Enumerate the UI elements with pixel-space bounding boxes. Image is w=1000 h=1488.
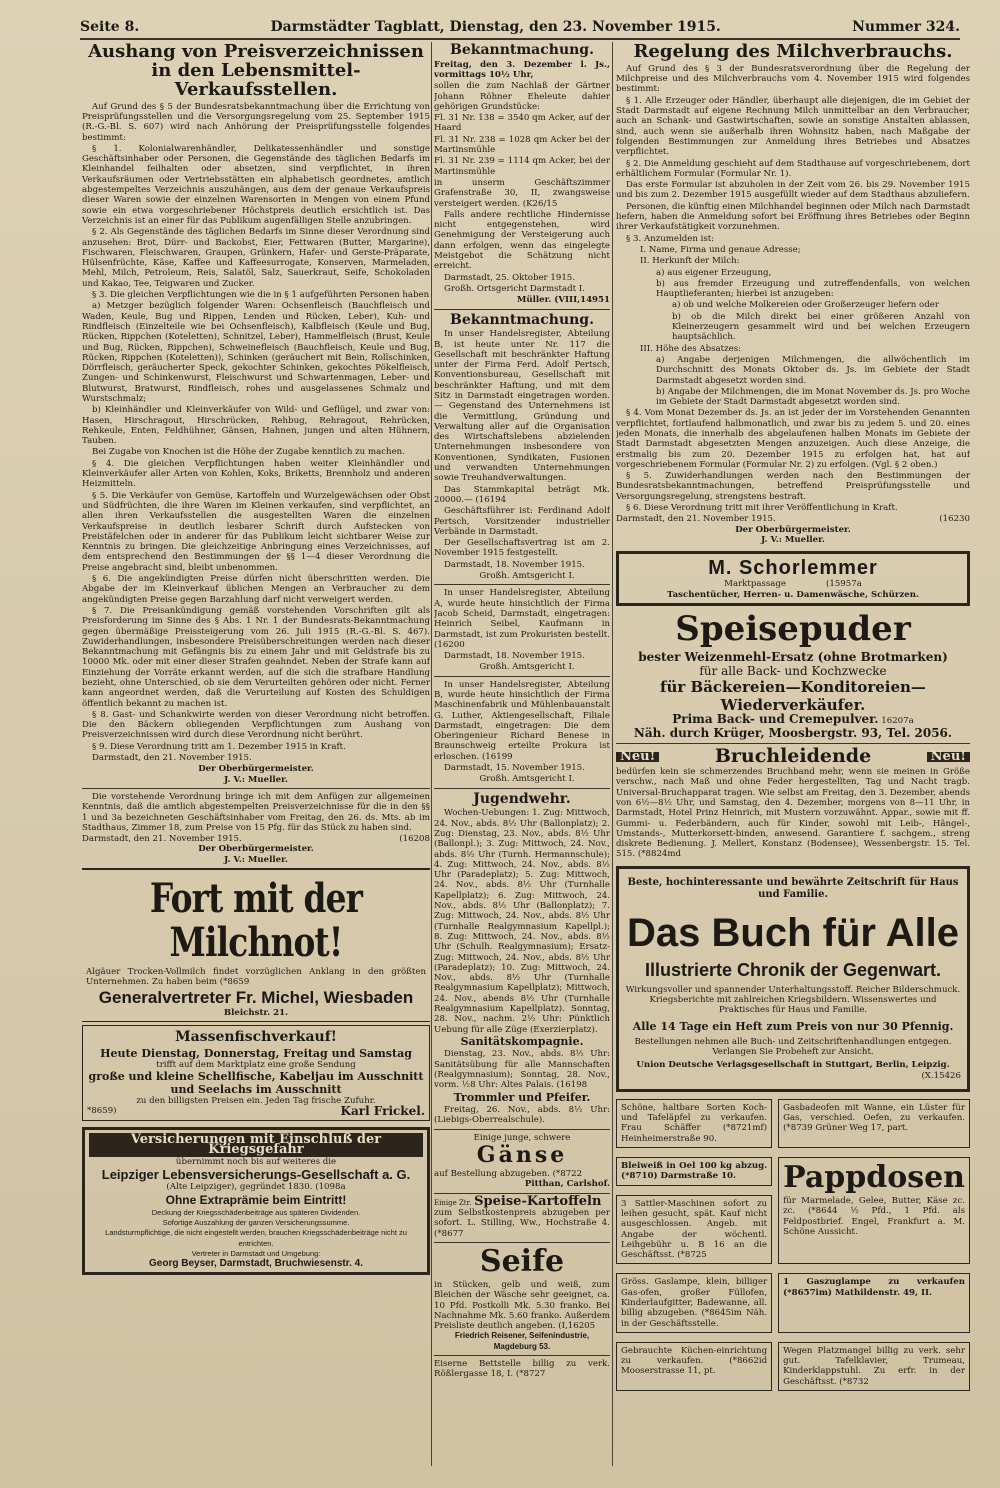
ad-buch-l1: Beste, hochinteressante und bewährte Zeitschrift für Haus und Familie. <box>627 876 959 900</box>
ad-bleiweiss: Bleiweiß in Oel 100 kg abzug. (*8710) Darmstraße 10. <box>616 1157 772 1186</box>
milch-list-3b: b) Angabe der Milchmengen, die im Monat November ds. Js. pro Woche im Gebiete der Stadt Darmstadt abgesetzt worden sind. <box>656 386 970 408</box>
sanitaet-title: Sanitätskompagnie. <box>460 1034 584 1048</box>
ad-gaense-headline: Gänse <box>476 1142 568 1169</box>
ad-speisepuder-l2: für alle Back- und Kochzwecke <box>699 663 887 678</box>
signature-title: Der Oberbürgermeister. <box>198 764 314 775</box>
paragraph-1: § 1. Kolonialwarenhändler, Delikatessenhändler und sonstige Geschäftsinhaber oder Personen, die Gegenstände des täglichen Bedarfs im Kleinhandel feilhalten oder absetzen, sind verpflichtet, in ihren Verkaufsräumen oder Vertriebsstätten ein alphabetisch geordnetes, amtlich abgestempeltes Verzeichnis auszuhängen, aus dem der genaue Verkaufspreis dieser Waren sowie der einzelnen Warensorten in Mengen von einem Pfund sowie ein etwa vorgeschriebener Höchstpreis deutlich ersichtlich ist. Das Verzeichnis ist an einer für das Publikum augenfälligen Stelle anzubringen. <box>82 143 430 226</box>
ad-fisch-ref: *8659) <box>87 1106 117 1117</box>
milch-signature-title: Der Oberbürgermeister. <box>735 524 851 535</box>
paragraph-3b: b) Kleinhändler und Kleinverkäufer von Wild- und Geflügel, und zwar von: Hasen, Hirschragout, Hirschrücken, Rehbug, Rehragout, Rehrücken, Rehkeule, Enten, Feldhühner, Gänsen, Hahnen, jungen und alten Hühnern, Tauben. <box>82 405 430 447</box>
bekanntmachung-1-title: Bekanntmachung. <box>450 42 594 58</box>
bekanntmachung-1-date2: Darmstadt, 25. Oktober 1915. <box>444 272 575 283</box>
ad-buch-l4: Bestellungen nehmen alle Buch- und Zeitschriftenhandlungen entgegen. Verlangen Sie Probeheft zur Ansicht. <box>634 1036 952 1057</box>
ad-versicherung-l3: Deckung der Kriegsschädenbeiträge aus späteren Dividenden. <box>151 1207 361 1217</box>
divider <box>616 743 970 744</box>
notice-ref: (16208 <box>399 834 430 845</box>
ad-speisepuder-headline: Speisepuder <box>675 608 911 649</box>
bekanntmachung-2-contract: Der Gesellschaftsvertrag ist am 2. November 1915 festgestellt. <box>434 538 610 559</box>
article-title-milchverbrauch: Regelung des Milchverbrauchs. <box>633 42 953 62</box>
date-line: Darmstadt, den 21. November 1915. <box>92 753 252 764</box>
ad-fisch-footer <box>87 1104 425 1119</box>
paragraph-2: § 2. Als Gegenstände des täglichen Bedarfs im Sinne dieser Verordnung sind anzusehen: Brot, Dürr- und Backobst, Eier, Fettwaren (Butter, Margarine), Fischwaren, Fleischwaren, Graupen, Grünkern, Hafer- und Gerste-Präparate, Hülsenfrüchte, Käse, Kaffee und Kaffeesurrogate, Konserven, Marmeladen, Mehl, Milch, Petroleum, Reis, Salatöl, Salz, Sauerkraut, Seife, Schokoladen und Kakao, Tee, Teigwaren und Zucker. <box>82 227 430 289</box>
bekanntmachung-2-manager: Geschäftsführer ist: Ferdinand Adolf Pertsch, Vorsitzender industrieller Verbände in Darmstadt. <box>434 506 610 537</box>
bekanntmachung-1-text2: in unserm Geschäftszimmer Grafenstraße 30, II, zwangsweise versteigert werden. (K26/15 <box>434 177 610 209</box>
ad-bruch-headline: Bruchleidende <box>714 745 872 768</box>
column-middle <box>434 42 610 1468</box>
ad-fisch-text3: zu den billigsten Preisen ein. Jeden Tag frische Zufuhr. <box>136 1095 376 1106</box>
ad-bruch-neu-left: Neu! <box>616 752 659 762</box>
milch-list-2a: a) aus eigener Erzeugung, <box>656 267 772 278</box>
ad-gaense-text: auf Bestellung abzugeben. (*8722 <box>434 1169 583 1180</box>
ad-milchnot-body: Algäuer Trocken-Vollmilch findet vorzüglichen Anklang in den größten Unternehmen. Zu haben beim <box>86 967 426 988</box>
bekanntmachung-1-date: Freitag, den 3. Dezember l. Js., vormittags 10½ Uhr, <box>434 59 610 80</box>
ad-versicherung-l2: (Alte Leipziger), gegründet 1830. <box>166 1182 313 1193</box>
small-ads-grid <box>616 1096 970 1394</box>
milch-paragraph-2b: Das erste Formular ist abzuholen in der Zeit vom 26. bis 29. November 1915 und bis zum 2. Dezember 1915 ausgefüllt wieder auf dem Stadthaus abzuliefern. <box>616 180 970 201</box>
ad-speisepuder-l4: Prima Back- und Cremepulver. <box>672 711 879 726</box>
article-title-preisverzeichnisse: Aushang von Preisverzeichnissen in den Lebensmittel-Verkaufsstellen. <box>88 42 424 100</box>
ad-versicherung-rep: Georg Beyser, Darmstadt, Bruchwiesenstr. 4. <box>149 1258 363 1270</box>
ad-milchnot-text <box>86 967 426 988</box>
ad-bettstelle: Eiserne Bettstelle billig zu verk. Rößlergasse 18, I. (*8727 <box>434 1359 610 1380</box>
bekanntmachung-1-sig: Großh. Ortsgericht Darmstadt I. <box>444 283 585 294</box>
ad-kartoffeln-pre: Einige Ztr. <box>434 1198 472 1207</box>
ad-buch-fuer-alle <box>616 866 970 1092</box>
milch-list-3a: a) Angabe derjenigen Milchmengen, die allwöchentlich im Durchschnitt des Monats Oktober ds. Js. im Gebiete der Stadt Darmstadt abgesetzt worden sind. <box>656 354 970 386</box>
bekanntmachung-3-text: In unser Handelsregister, Abteilung A, wurde heute hinsichtlich der Firma Jacob Scheid, Darmstadt, eingetragen: Heinrich Seibel, Kaufmann in Darmstadt, ist zum Prokuristen bestellt. (16200 <box>434 588 610 650</box>
ad-versicherung <box>82 1127 430 1276</box>
divider <box>434 1129 610 1130</box>
ad-schorlemmer-row <box>623 579 963 589</box>
milch-paragraph-1: § 1. Alle Erzeuger oder Händler, überhaupt alle diejenigen, die im Gebiet der Stadt Darmstadt auf eigene Rechnung Milch unmittelbar an den Verbraucher, auch an Schank- und Gastwirtschaften, sowie an sonstige Anstalten ablassen, sind, auch wenn sie außerhalb ihren Wohnsitz haben, nach Maßgabe der folgenden Bestimmungen zur Anmeldung ihres Betriebes und Absatzes verpflichtet. <box>616 95 970 158</box>
milch-signature-name: J. V.: Mueller. <box>761 534 825 545</box>
jugendwehr-text: Wochen-Uebungen: 1. Zug: Mittwoch, 24. Nov., abds. 8½ Uhr (Ballonplatz); 2. Zug: Dienstag, 23. Nov., abds. 8½ Uhr (Ballonpl.); 3. Zug: Mittwoch, 24. Nov., abds. 8½ Uhr (Turnh. Hermannschule); 4. Zug: Mittwoch, 24. Nov., abds. 8½ Uhr (Paradeplatz); 5. Zug: Mittwoch, 24. Nov., abds. 8½ Uhr (Turnhalle Kapellplatz); 6. Zug: Mittwoch, 24. Nov., abds. 8½ Uhr (Ballonplatz); 7. Zug: Mittwoch, 24. Nov., abds. 8½ Uhr (Turnhalle Realgymnasium Kapellpl.); 8. Zug: Mittwoch, 24. Nov., abds. 8½ Uhr (Schulh. Realgymnasium); Ersatz-Zug: Mittwoch, 24. Nov., abds. 8½ Uhr (Paradeplatz); 10. Zug: Mittwoch, 24. Nov., abds. 8½ Uhr (Turnhalle Realgymnasium Kapellplatz); Mittwoch, 24. Nov., abends 8½ Uhr (Turnhalle Realgymnasium Kapellplatz). Sonntag, 28. Nov., nachm. 2½ Uhr: Pünktlich Uebung für alle Züge (Exerzierplatz). <box>434 808 610 1035</box>
notice-date-row <box>82 834 430 844</box>
milch-list-2: II. Herkunft der Milch: <box>640 256 740 267</box>
paragraph-5: § 5. Die Verkäufer von Gemüse, Kartoffeln und Wurzelgewächsen oder Obst und Südfrüchten, die ihre Waren im Kleinen verkaufen, sind verpflichtet, an allen ihren Verkaufsstellen die ausgestellten Waren die einzelnen Verkaufspreise in deutlich lesbarer Schrift durch Aufstecken von Preistäfelchen oder in anderer für das Publikum leicht sichtbarer Weise zur Kenntnis zu bringen. Die gleichzeitige Anbringung eines Verzeichnisses, auf dem entsprechend den Bestimmungen der §§ 1—4 dieser Verordnung die Preise angebracht sind, bleibt unbenommen. <box>82 490 430 573</box>
ad-versicherung-l6: Vertreter in Darmstadt und Umgebung: <box>191 1248 321 1258</box>
ad-bruch-header <box>616 747 970 767</box>
ad-buch-l2: Wirkungsvoller und spannender Unterhaltungsstoff. Reicher Bilderschmuck. Kriegsberichte mit zahlreichen Kriegsbildern. Wissenswertes und Praktisches für Haus und Familie. <box>625 984 961 1016</box>
ad-gaslampe: Gröss. Gaslampe, klein, billiger Gas-ofen, großer Füllofen, Kinderlaufgitter, Badewanne, all. billig abzugeben. (*8645im Näh. in der Geschäftsstelle. <box>616 1273 772 1332</box>
bekanntmachung-1-text: sollen die zum Nachlaß der Gärtner Johann Röhner Eheleute dahier gehörigen Grundstücke: <box>434 81 610 112</box>
ad-schorlemmer-goods: Taschentücher, Herren- u. Damenwäsche, Schürzen. <box>667 589 919 600</box>
ad-versicherung-l4: Sofortige Auszahlung der ganzen Versicherungssumme. <box>162 1218 350 1227</box>
divider <box>434 1242 610 1243</box>
ad-kartoffeln-row <box>434 1193 610 1209</box>
ad-milchnot-headline: Fort mit der Milchnot! <box>149 875 363 967</box>
ad-schorlemmer-name: M. Schorlemmer <box>708 557 878 580</box>
ad-buch-headline: Das Buch für Alle <box>627 910 959 955</box>
ad-milchnot-address: Bleichstr. 21. <box>223 1007 289 1018</box>
ad-pappdosen-headline: Pappdosen <box>783 1160 965 1196</box>
ad-speisepuder-l5: Näh. durch Krüger, Moosbergstr. 93, Tel. 2056. <box>633 726 953 741</box>
ad-versicherung-l1: übernimmt noch bis auf weiteres die <box>175 1157 337 1168</box>
ad-speisepuder-l4-row <box>616 711 970 726</box>
ad-sattler: 3 Sattler-Maschinen sofort zu leihen gesucht, spät. Kauf nicht ausgeschlossen. Angeb. mit Angabe der wöchentl. Leihgebühr u. B 16 an die Geschäftsst. (*8725 <box>616 1195 772 1265</box>
bekanntmachung-3-sig: Großh. Amtsgericht I. <box>479 662 575 673</box>
ad-kartoffeln-text: zum Selbstkostenpreis abzugeben per sofort. L. Stilling, Ww., Hochstraße 4. (*8677 <box>434 1208 610 1239</box>
ad-versicherung-ref: (1098a <box>315 1182 346 1193</box>
milch-intro: Auf Grund des § 3 der Bundesratsverordnung über die Regelung der Milchpreise und des Milchverbrauchs vom 4. November 1915 wird folgendes bestimmt: <box>616 63 970 95</box>
ad-seife-name: Friedrich Reisener, Seifenindustrie, Magdeburg 53. <box>454 1331 590 1351</box>
bekanntmachung-2-capital: Das Stammkapital beträgt Mk. 20000.— (16194 <box>434 484 610 505</box>
milch-list-3: III. Höhe des Absatzes: <box>640 343 742 354</box>
ad-buch-l5: Union Deutsche Verlagsgesellschaft in Stuttgart, Berlin, Leipzig. <box>636 1060 950 1071</box>
milch-list-1: I. Name, Firma und genaue Adresse; <box>640 244 801 255</box>
ad-seife-text: in Stücken, gelb und weiß, zum Bleichen der Wäsche sehr geeignet, ca. 10 Pfd. Postkolli Mk. 5.30 franko. Bei Nachnahme Mk. 5.60 franko. Außerdem Preisliste deutlich angeben. (I,16205 <box>434 1279 610 1332</box>
article-intro: Auf Grund des § 5 der Bundesratsbekanntmachung über die Errichtung von Preisprüfungsstellen und die Versorgungsregelung vom 25. September 1915 (R.-G.-Bl. S. 607) wird nach Anhörung der Preisprüfungsstelle folgendes bestimmt: <box>82 101 430 143</box>
ad-speisepuder-l3: für Bäckereien—Konditoreien—Wiederverkäufer. <box>660 677 926 714</box>
ad-versicherung-company: Leipziger Lebensversicherungs-Gesellschaft a. G. <box>101 1167 411 1183</box>
paragraph-7: § 7. Die Preisankündigung gemäß vorstehenden Vorschriften gilt als Preisforderung im Sinne des § Abs. 1 Nr. 1 der Bundesrats-Bekanntmachung gegen übermäßige Preissteigerung vom 26. Juli 1915 (R.-G.-Bl. S. 467). Zuwiderhandlungen, insbesondere Preisüberschreitungen werden nach dieser Bekanntmachung mit Gefängnis bis zu einem Jahr und mit Geldstrafe bis zu 10000 Mk. oder mit einer dieser Strafen geahndet. Neben der Strafe kann auf Einziehung der Vorräte erkannt werden, auf die sich die strafbare Handlung bezieht, ohne Unterschied, ob sie dem Verurteilten gehören oder nicht. Ferner kann angeordnet werden, daß die Verurteilung auf Kosten des Schuldigen öffentlich bekannt zu machen ist. <box>82 605 430 709</box>
ad-fisch-text2: große und kleine Schellfische, Kabeljau im Ausschnitt und Seelachs im Ausschnitt <box>88 1069 424 1096</box>
page-header <box>80 16 960 40</box>
bekanntmachung-4-sig: Großh. Amtsgericht I. <box>479 774 575 785</box>
divider <box>434 676 610 677</box>
divider <box>434 788 610 789</box>
column-rule-1 <box>431 42 432 1466</box>
milch-paragraph-2c: Personen, die künftig einen Milchhandel beginnen oder Milch nach Darmstadt liefern, haben die Anmeldung sofort bei Eröffnung ihres Betriebes oder Beginn ihrer Verkaufstätigkeit vorzunehmen. <box>616 201 970 233</box>
milch-date-row <box>616 514 970 524</box>
ad-versicherung-headline: Versicherungen mit Einschluß der Kriegsgefahr <box>89 1133 423 1158</box>
signature-name: J. V.: Mueller. <box>224 774 288 785</box>
ad-kueche: Gebrauchte Küchen-einrichtung zu verkaufen. (*8662id Mooserstrasse 11, pt. <box>616 1342 772 1391</box>
ad-fisch <box>82 1025 430 1121</box>
ad-buch-ref: (X.15426 <box>921 1070 961 1081</box>
ad-fisch-name: Karl Frickel. <box>340 1104 425 1119</box>
bekanntmachung-1-flur3: Fl. 31 Nr. 239 = 1114 qm Acker, bei der Martinsmühle <box>434 156 610 177</box>
trommler-text: Freitag, 26. Nov., abds. 8½ Uhr: (Liebigs-Oberrealschule). <box>434 1105 610 1126</box>
bekanntmachung-4-text: In unser Handelsregister, Abteilung B, wurde heute hinsichtlich der Firma Maschinenfabrik und Mühlenbauanstalt G. Luther, Aktiengesellschaft, Filiale Darmstadt, eingetragen: Die dem Oberingenieur Richard Benese in Braunschweig erteilte Prokura ist erloschen. (16199 <box>434 679 610 762</box>
page-number: Seite 8. <box>80 19 140 35</box>
milch-paragraph-6: § 6. Diese Verordnung tritt mit ihrer Veröffentlichung in Kraft. <box>626 503 898 514</box>
notice-signature-name: J. V.: Mueller. <box>224 854 288 865</box>
paragraph-6: § 6. Die angekündigten Preise dürfen nicht überschritten werden. Die Abgabe der im Kleinverkauf üblichen Mengen an Verbraucher zu dem angekündigten Preise gegen Barzahlung darf nicht verweigert werden. <box>82 574 430 605</box>
ad-versicherung-bold: Ohne Extraprämie beim Eintritt! <box>165 1192 347 1207</box>
ad-milchnot-ref: (*8659 <box>219 977 250 988</box>
bekanntmachung-1-flur2: Fl. 31 Nr. 238 = 1028 qm Acker bei der Martinsmühle <box>434 134 610 156</box>
ad-buch-sub: Illustrierte Chronik der Gegenwart. <box>644 959 942 980</box>
ad-versicherung-l2-row <box>89 1182 423 1192</box>
column-left <box>82 42 430 1468</box>
paragraph-4: § 4. Die gleichen Verpflichtungen haben weiter Kleinhändler und Kleinverkäufer aller Arten von Kohlen, Koks, Briketts, Brennholz und anderen Heizmitteln. <box>82 458 430 490</box>
divider <box>434 1355 610 1356</box>
divider <box>434 584 610 585</box>
column-rule-2 <box>612 42 613 1466</box>
milch-ref: (16230 <box>939 514 970 525</box>
sanitaet-text: Dienstag, 23. Nov., abds. 8½ Uhr: Sanitätsübung für alle Mannschaften (Realgymnasium); Sonntag, 28. Nov., vorm. ½8 Uhr: Altes Palais. (16198 <box>434 1049 610 1091</box>
ad-bruchleidende <box>616 747 970 860</box>
notice-text: Die vorstehende Verordnung bringe ich mit dem Anfügen zur allgemeinen Kenntnis, daß die amtlich abgestempelten Preisverzeichnisse für die in den §§ 1 und 3a bezeichneten Geschäftsinhaber vom Freitag, den 26. ds. Mts. ab im Stadthaus, Zimmer 18, zum Preise von 15 Pfg. für das Stück zu haben sind. <box>82 791 430 833</box>
milch-list-2bb: b) ob die Milch direkt bei einer größeren Anzahl von Kleinerzeugern gesammelt wird und bei welchen Erzeugern hauptsächlich. <box>672 311 970 343</box>
bekanntmachung-1-name: Müller. (VIII,14951 <box>516 295 610 306</box>
bekanntmachung-2-title: Bekanntmachung. <box>450 311 594 328</box>
bekanntmachung-3-date: Darmstadt, 18. November 1915. <box>444 651 585 662</box>
ad-milchnot <box>82 868 430 1022</box>
ad-bruch-text: bedürfen kein sie schmerzendes Bruchband mehr, wenn sie meinen in Größe verschw., nach Maß und ohne Feder hergestellten, Tag und Nacht tragb. Universal-Bruchapparat tragen. Wie selbst am Freitag, den 3. Dezember, abends von 6½—8½ Uhr, und Samstag, den 4. Dezember, morgens von 8—11 Uhr, in Darmstadt, Hotel Prinz Heinrich, mit Mustern vorzuwähnt. Appar., sowie mit ff. Gummi- u. Federbändern, auch für Kinder, sowohl mit Leib-, Hängel-, Umstands-, Mutterkorsett-binden, anwesend. Garantiere f. sachgem., streng diskrete Bedienung. J. Mellert, Konstanz (Bodensee), Wessenbergstr. 15. Tel. 515. (*8824md <box>616 767 970 860</box>
ad-speisepuder-l1: bester Weizenmehl-Ersatz (ohne Brotmarken) <box>638 649 948 664</box>
bekanntmachung-1-flur1: Fl. 31 Nr. 138 = 3540 qm Acker, auf der Haard <box>434 113 610 134</box>
ad-fisch-days: Heute Dienstag, Donnerstag, Freitag und Samstag <box>100 1046 412 1060</box>
column-right <box>616 42 970 1468</box>
divider <box>82 788 430 789</box>
ad-aepfel: Schöne, haltbare Sorten Koch- und Tafeläpfel zu verkaufen. Frau Schäffer (*8721mf) Heinheimerstraße 90. <box>616 1099 772 1148</box>
masthead-date: Darmstädter Tagblatt, Dienstag, den 23. November 1915. <box>270 19 721 35</box>
bekanntmachung-2-date: Darmstadt, 18. November 1915. <box>444 559 585 570</box>
ad-tafelklavier: Wegen Platzmangel billig zu verk. sehr gut. Tafelklavier, Trumeau, Kinderklappstuhl. Zu erfr. in der Geschäftsst. (*8732 <box>778 1342 970 1391</box>
ad-versicherung-l5: Landsturmpflichtige, die nicht eingestellt werden, brauchen Kriegsschädenbeiträge nicht zu entrichten. <box>105 1228 407 1248</box>
ad-fisch-headline: Massenfischverkauf! <box>175 1028 337 1045</box>
ad-pappdosen <box>778 1157 970 1264</box>
ad-gaense-name: Pitthan, Carlshof. <box>524 1179 610 1190</box>
ad-pappdosen-text: für Marmelade, Gelee, Butter, Käse zc. zc. (*8644 ½ Pfd., 1 Pfd. als Feldpostbrief. Engel, Frankfurt a. M. Schöne Aussicht. <box>783 1196 965 1237</box>
ad-gaszuglampe: 1 Gaszuglampe zu verkaufen (*8657im) Mathildenstr. 49, II. <box>778 1273 970 1332</box>
milch-date: Darmstadt, den 21. November 1915. <box>616 514 776 525</box>
ad-gaense-pre: Einige junge, schwere <box>473 1132 571 1143</box>
jugendwehr-title: Jugendwehr. <box>473 790 571 807</box>
ad-speisepuder-ref: 16207a <box>881 715 914 726</box>
trommler-title: Trommler und Pfeifer. <box>453 1090 591 1104</box>
notice-date: Darmstadt, den 21. November 1915. <box>82 834 242 845</box>
bekanntmachung-4-date: Darmstadt, 15. November 1915. <box>444 763 585 774</box>
paragraph-3: § 3. Die gleichen Verpflichtungen wie die in § 1 aufgeführten Personen haben <box>92 290 430 301</box>
milch-paragraph-2: § 2. Die Anmeldung geschieht auf dem Stadthause auf vorgeschriebenem, dort erhältlichem Formular (Formular Nr. 1). <box>616 158 970 179</box>
ad-schorlemmer <box>616 551 970 606</box>
ad-schorlemmer-ref: (15957a <box>826 579 862 590</box>
ad-fisch-text1: trifft auf dem Marktplatz eine große Sendung <box>156 1059 356 1070</box>
milch-list-2ba: a) ob und welche Molkereien oder Großerzeuger liefern oder <box>672 300 939 311</box>
milch-paragraph-5: § 5. Zuwiderhandlungen werden nach den Bestimmungen der Bundesratsbekanntmachungen, betreffend Preisprüfungsstelle und Versorgungsregelung, strengstens bestraft. <box>616 471 970 502</box>
ad-kartoffeln-headline: Speise-Kartoffeln <box>474 1193 602 1209</box>
issue-number: Nummer 324. <box>852 19 960 35</box>
divider <box>434 309 610 310</box>
paragraph-3a: a) Metzger bezüglich folgender Waren: Ochsenfleisch (Bauchfleisch und Waden, Keule, Bug und Rippen, Lenden und Rücken, Leber), Kuh- und Rindfleisch (Einzelteile wie bei Ochsenfleisch), Kalbfleisch (Keule und Bug, Rücken, Rippchen (Koteletten), Schnitzel, Leber), Hammelfleisch (Brust, Keule und Bug, Rücken, Rippchen), Schweinefleisch (Bauchfleisch, Keule und Bug, Rücken, Rippchen (Koteletten)), Schinken (geräuchert mit Bein, Rollschinken, Dörrfleisch, geräucherter Speck, gekochter Schinken, gekochtes Pökelfleisch, Zungen- und Schinkenwurst, Fleischwurst und Schwartenmagen, Leber- und Blutwurst, Bratwurst, Rindfleisch, rohes und ausgelassenes Schmalz und Wurstschmalz; <box>82 301 430 404</box>
bekanntmachung-1-text3: Falls andere rechtliche Hindernisse nicht entgegenstehen, wird Genehmigung der Versteigerung auch dann erfolgen, wenn das eingelegte Meistgebot die Schätzung nicht erreicht. <box>434 209 610 272</box>
milch-paragraph-3: § 3. Anzumelden ist: <box>626 233 715 244</box>
bekanntmachung-2-sig: Großh. Amtsgericht I. <box>479 571 575 582</box>
ad-speisepuder <box>616 610 970 740</box>
paragraph-9: § 9. Diese Verordnung tritt am 1. Dezember 1915 in Kraft. <box>92 741 346 752</box>
notice-signature-title: Der Oberbürgermeister. <box>198 844 314 855</box>
paragraph-8: § 8. Gast- und Schankwirte werden von dieser Verordnung nicht betroffen. Die den Bäckern obliegenden Verpflichtungen zum Aushang von Preisverzeichnissen wird durch diese Verordnung nicht berührt. <box>82 709 430 741</box>
milch-list-2b: b) aus fremder Erzeugung und zutreffendenfalls, von welchen Hauptlieferanten; hierbei ist anzugeben: <box>656 278 970 300</box>
ad-milchnot-agent: Generalvertreter Fr. Michel, Wiesbaden <box>98 987 414 1007</box>
ad-seife-headline: Seife <box>479 1243 565 1279</box>
ad-gasbadeofen: Gasbadeofen mit Wanne, ein Lüster für Gas, verschied. Oefen, zu verkaufen. (*8739 Grüner Weg 17, part. <box>778 1099 970 1148</box>
ad-buch-l3: Alle 14 Tage ein Heft zum Preis von nur 30 Pfennig. <box>632 1019 954 1033</box>
paragraph-3c: Bei Zugabe von Knochen ist die Höhe der Zugabe kenntlich zu machen. <box>92 447 405 458</box>
ad-bruch-neu-right: Neu! <box>927 752 970 762</box>
ad-schorlemmer-addr: Marktpassage <box>724 579 787 590</box>
bekanntmachung-2-text: In unser Handelsregister, Abteilung B, ist heute unter Nr. 117 die Gesellschaft mit beschränkter Haftung unter der Firma Ferd. Adolf Pertsch, Konventionsbureau, Gesellschaft mit beschränkter Haftung, und mit dem Sitz in Darmstadt eingetragen worden. — Gegenstand des Unternehmens ist die Vermittlung, Gründung und Verwaltung aller auf die Organisation des Wirtschaftslebens abzielenden Unternehmungen insbesondere von Konventionen, Syndikaten, Fusionen und verwandten Unternehmungen sowie Treuhandverwaltungen. <box>434 329 610 484</box>
milch-paragraph-4: § 4. Vom Monat Dezember ds. Js. an ist jeder der im Vorstehenden Genannten verpflichtet, fortlaufend halbmonatlich, und zwar bis zu jedem 5. und 20. eines jeden Monats, die innerhalb des abgelaufenen halben Monats im Gebiete der Stadt Darmstadt abgesetzten Mengen anzuzeigen. Auch diese Anzeige, die erstmalig bis zum 20. Dezember 1915 zu erfolgen hat, hat auf vorgeschriebenem Formular (Formular Nr. 2) zu erfolgen. (Vgl. § 2 oben.) <box>616 408 970 470</box>
